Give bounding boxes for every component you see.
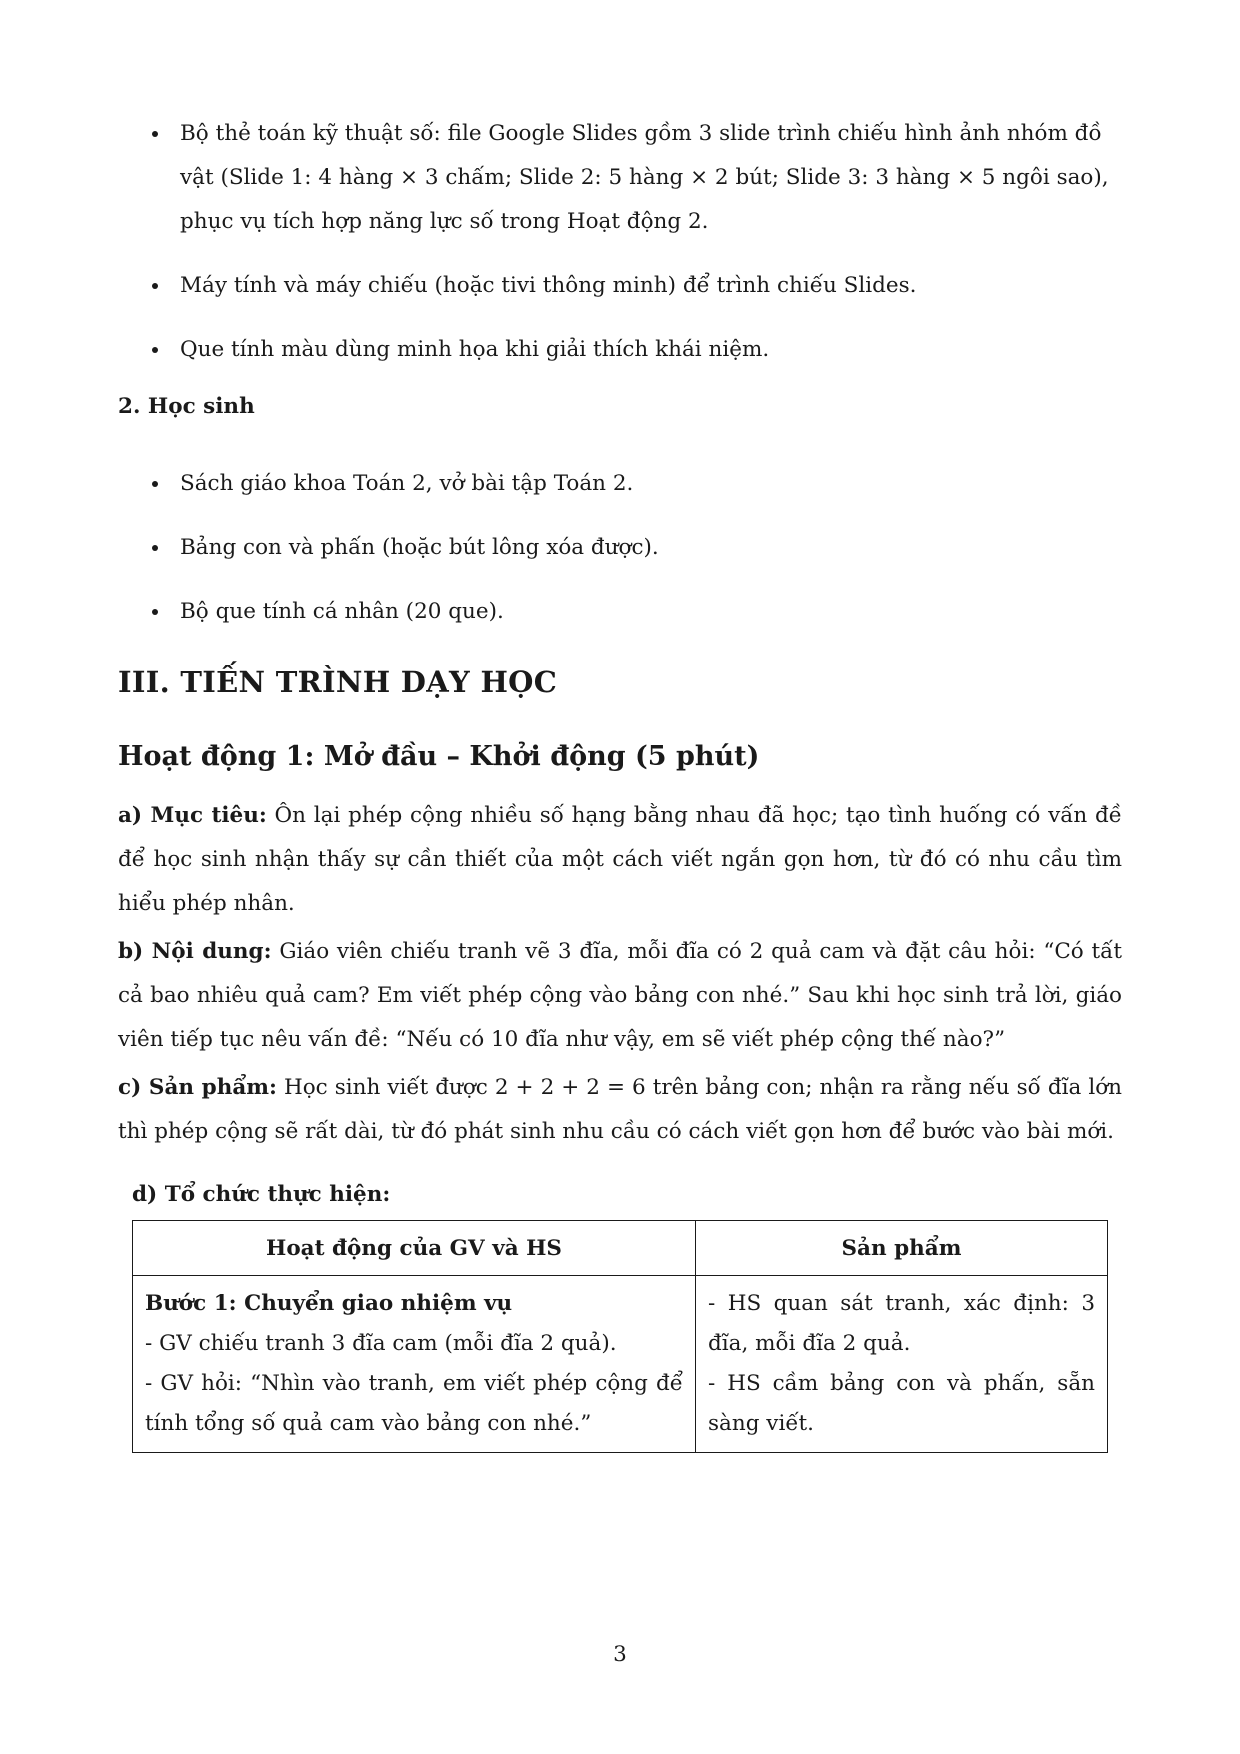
- product-label: c) Sản phẩm:: [118, 1075, 277, 1100]
- table-header-product: Sản phẩm: [696, 1221, 1108, 1276]
- list-item: [118, 112, 1122, 244]
- list-item-text: Bộ thẻ toán kỹ thuật số: file Google Slides gồm 3 slide trình chiếu hình ảnh nhóm đồ vật (Slide 1: 4 hàng × 3 chấm; Slide 2: 5 hàng × 2 bút; Slide 3: 3 hàng × 5 ngôi sao), phục vụ tích hợp năng lực số trong Hoạt động 2.: [180, 121, 1109, 234]
- product-line: - HS quan sát tranh, xác định: 3 đĩa, mỗi đĩa 2 quả.: [708, 1291, 1095, 1356]
- section-heading: III. TIẾN TRÌNH DẠY HỌC: [118, 665, 558, 699]
- product-text: Học sinh viết được 2 + 2 + 2 = 6 trên bảng con; nhận ra rằng nếu số đĩa lớn thì phép cộng sẽ rất dài, từ đó phát sinh nhu cầu có cách viết gọn hơn để bước vào bài mới.: [118, 1075, 1122, 1144]
- list-item-text: Que tính màu dùng minh họa khi giải thích khái niệm.: [180, 337, 770, 362]
- activity-line: - GV chiếu tranh 3 đĩa cam (mỗi đĩa 2 quả).: [145, 1331, 617, 1356]
- activity-line: - GV hỏi: “Nhìn vào tranh, em viết phép cộng để tính tổng số quả cam vào bảng con nhé.”: [145, 1371, 683, 1436]
- list-item: [118, 264, 1122, 308]
- list-item: [118, 526, 1122, 570]
- organization-table: [132, 1220, 1108, 1453]
- bullet-icon: [152, 131, 158, 137]
- list-item-text: Bộ que tính cá nhân (20 que).: [180, 599, 504, 624]
- product-paragraph: [118, 1066, 1122, 1154]
- student-materials-list: [118, 462, 1122, 634]
- teacher-materials-list: [118, 112, 1122, 372]
- bullet-icon: [152, 347, 158, 353]
- objective-text: Ôn lại phép cộng nhiều số hạng bằng nhau đã học; tạo tình huống có vấn đề để học sinh nhận thấy sự cần thiết của một cách viết ngắn gọn hơn, từ đó có nhu cầu tìm hiểu phép nhân.: [118, 803, 1122, 916]
- content-paragraph: [118, 930, 1122, 1062]
- list-item-text: Sách giáo khoa Toán 2, vở bài tập Toán 2.: [180, 471, 634, 496]
- table-header-row: [133, 1221, 1108, 1276]
- product-cell: [696, 1276, 1108, 1453]
- step-title: Bước 1: Chuyển giao nhiệm vụ: [145, 1291, 513, 1316]
- table-header-activity: Hoạt động của GV và HS: [133, 1221, 696, 1276]
- objective-label: a) Mục tiêu:: [118, 803, 267, 828]
- bullet-icon: [152, 481, 158, 487]
- page-content: [118, 112, 1122, 1453]
- list-item: [118, 328, 1122, 372]
- table-row: [133, 1276, 1108, 1453]
- page-number: 3: [613, 1642, 627, 1667]
- list-item-text: Bảng con và phấn (hoặc bút lông xóa được).: [180, 535, 659, 560]
- content-text: Giáo viên chiếu tranh vẽ 3 đĩa, mỗi đĩa có 2 quả cam và đặt câu hỏi: “Có tất cả bao nhiêu quả cam? Em viết phép cộng vào bảng con nhé.” Sau khi học sinh trả lời, giáo viên tiếp tục nêu vấn đề: “Nếu có 10 đĩa như vậy, em sẽ viết phép cộng thế nào?”: [118, 939, 1122, 1052]
- list-item: [118, 590, 1122, 634]
- students-heading: 2. Học sinh: [118, 394, 255, 419]
- organization-heading: d) Tổ chức thực hiện:: [132, 1182, 391, 1207]
- activity-heading: Hoạt động 1: Mở đầu – Khởi động (5 phút): [118, 741, 760, 772]
- bullet-icon: [152, 545, 158, 551]
- bullet-icon: [152, 283, 158, 289]
- bullet-icon: [152, 609, 158, 615]
- product-line: - HS cầm bảng con và phấn, sẵn sàng viết.: [708, 1371, 1095, 1436]
- list-item-text: Máy tính và máy chiếu (hoặc tivi thông minh) để trình chiếu Slides.: [180, 273, 917, 298]
- list-item: [118, 462, 1122, 506]
- objective-paragraph: [118, 794, 1122, 926]
- content-label: b) Nội dung:: [118, 939, 272, 964]
- activity-cell: [133, 1276, 696, 1453]
